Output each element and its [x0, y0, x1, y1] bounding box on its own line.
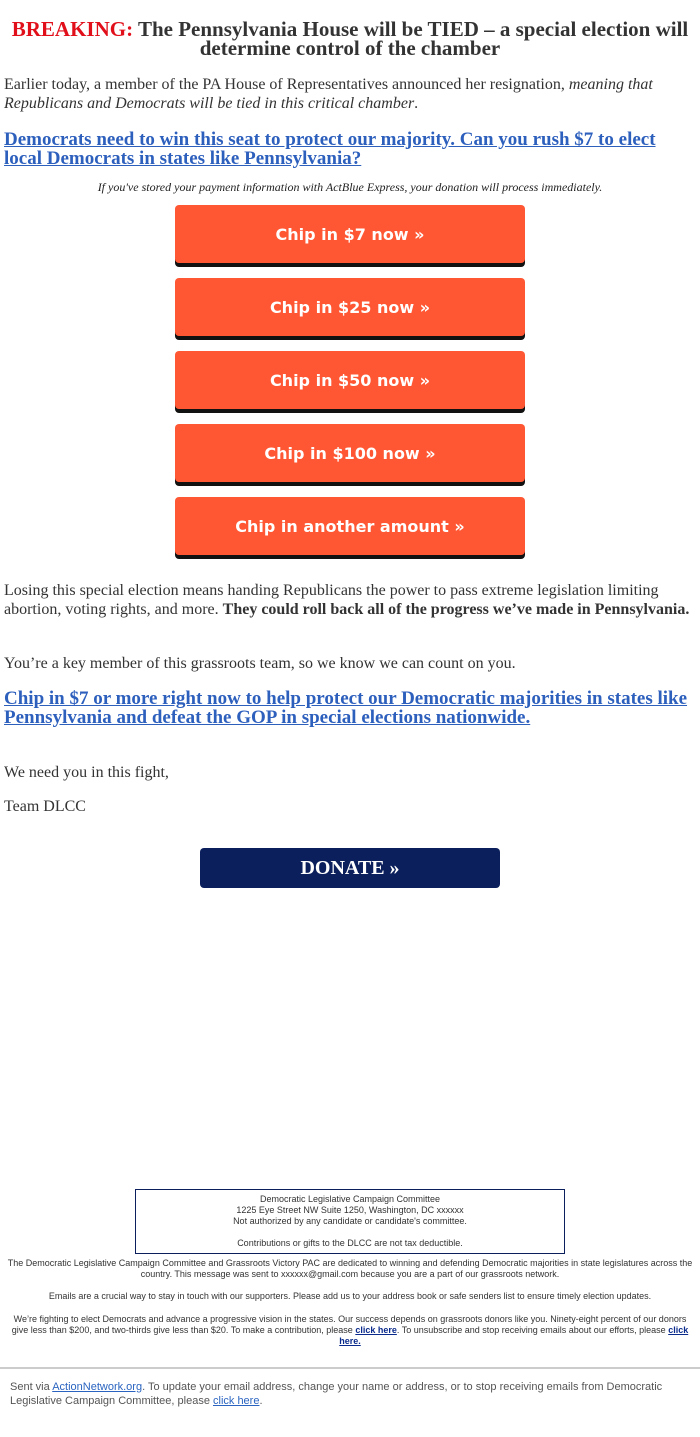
breaking-label: BREAKING:: [11, 17, 134, 41]
footer-donors: [6, 1314, 694, 1347]
actblue-express-note: If you've stored your payment information with ActBlue Express, your donation will process immediately.: [97, 180, 603, 194]
sent-end: .: [259, 1395, 263, 1407]
chip-in-100-button[interactable]: Chip in $100 now »: [175, 424, 525, 482]
losing-plain: Losing this special election means handing Republicans the power to pass extreme legislation limiting abortion, voting rights, and more.: [4, 582, 659, 618]
chip-in-25-button[interactable]: Chip in $25 now »: [175, 278, 525, 336]
losing-bold: They could roll back all of the progress we’ve made in Pennsylvania.: [222, 601, 690, 618]
box-line-2: 1225 Eye Street NW Suite 1250, Washington, DC xxxxxx: [236, 1205, 464, 1215]
chip-in-7-button[interactable]: Chip in $7 now »: [175, 205, 525, 263]
actionnetwork-link[interactable]: ActionNetwork.org: [52, 1381, 143, 1393]
intro-italic: meaning that Republicans and Democrats will be tied in this critical chamber: [4, 76, 653, 112]
sent-middle: . To update your email address, change your name or address, or to stop receiving emails from Democratic Legislative Campaign Committee, please: [10, 1381, 663, 1407]
box-line-3: Not authorized by any candidate or candidate's committee.: [233, 1216, 467, 1226]
footer-donors-text: We’re fighting to elect Democrats and advance a progressive vision in the states. Our success depends on grassroots donors like you. Ninety-eight percent of our donors give less than $200, and two-thirds give less than $20. To make a contribution, please: [11, 1314, 687, 1335]
chip-in-link[interactable]: Chip in $7 or more right now to help protect our Democratic majorities in states like Pennsylvania and defeat the GOP in special elections nationwide.: [4, 688, 688, 728]
losing-paragraph: [4, 581, 696, 619]
rush-donation-link[interactable]: Democrats need to win this seat to protect our majority. Can you rush $7 to elect local Democrats in states like Pennsylvania?: [4, 129, 656, 169]
footer-mission: The Democratic Legislative Campaign Committee and Grassroots Victory PAC are dedicated to winning and defending Democratic majorities in state legislatures across the country. This message was sent to xxxxxx@gmail.com because you are a part of our grassroots network.: [7, 1258, 693, 1279]
update-email-link[interactable]: click here: [213, 1395, 260, 1407]
unsubscribe-link[interactable]: click here.: [339, 1325, 689, 1346]
sent-prefix: Sent via: [10, 1381, 50, 1393]
chip-in-50-button[interactable]: Chip in $50 now »: [175, 351, 525, 409]
headline-text: The Pennsylvania House will be TIED – a special election will determine control of the chamber: [137, 17, 689, 60]
fight-paragraph: We need you in this fight,: [4, 764, 169, 781]
intro-end: .: [414, 95, 419, 112]
intro-plain: Earlier today, a member of the PA House of Representatives announced her resignation,: [4, 76, 565, 93]
disclaimer-box: [135, 1189, 565, 1254]
sent-via: [10, 1380, 690, 1408]
intro-paragraph: [4, 75, 696, 113]
headline: [4, 17, 696, 60]
signoff: Team DLCC: [4, 798, 86, 815]
footer-unsub-text: . To unsubscribe and stop receiving emails about our efforts, please: [396, 1325, 666, 1335]
contribute-link[interactable]: click here: [355, 1325, 397, 1335]
grassroots-paragraph: You’re a key member of this grassroots team, so we know we can count on you.: [4, 655, 516, 672]
footer-emails: Emails are a crucial way to stay in touch with our supporters. Please add us to your address book or safe senders list to ensure timely election updates.: [48, 1291, 652, 1301]
donate-button[interactable]: DONATE »: [200, 848, 500, 888]
box-line-1: Democratic Legislative Campaign Committee: [259, 1194, 441, 1204]
box-line-4: Contributions or gifts to the DLCC are not tax deductible.: [237, 1238, 463, 1248]
footer-divider: [0, 1367, 700, 1369]
chip-in-other-button[interactable]: Chip in another amount »: [175, 497, 525, 555]
